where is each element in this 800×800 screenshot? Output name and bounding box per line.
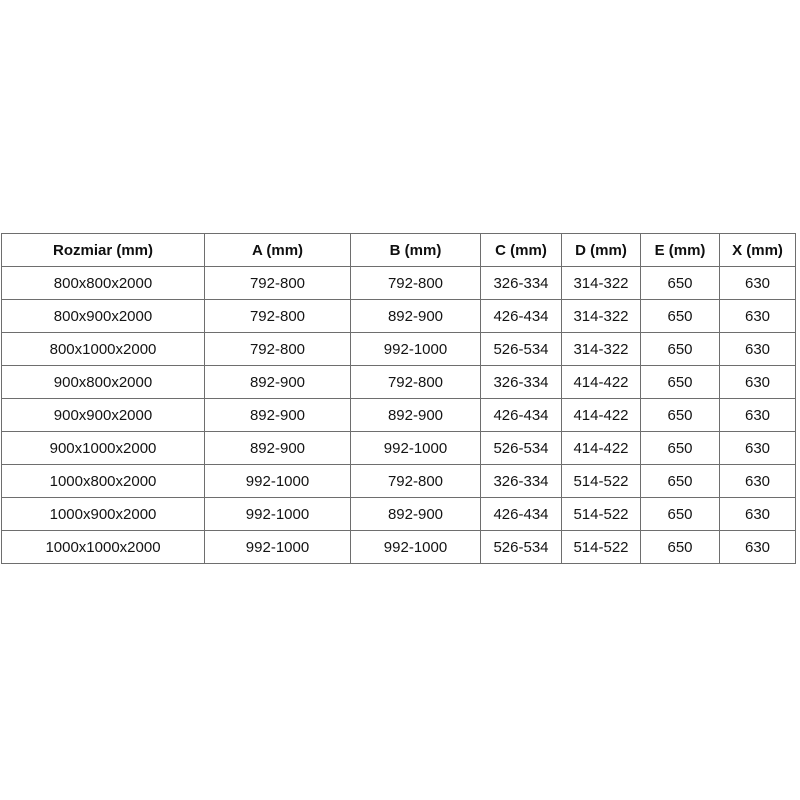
table-row xyxy=(2,267,796,300)
table-cell: 314-322 xyxy=(562,300,641,333)
table-cell: 792-800 xyxy=(351,465,481,498)
table-cell: 514-522 xyxy=(562,531,641,564)
table-cell: 426-434 xyxy=(481,498,562,531)
table-cell: 650 xyxy=(641,300,720,333)
table-row xyxy=(2,300,796,333)
table-cell: 650 xyxy=(641,465,720,498)
table-cell: 414-422 xyxy=(562,366,641,399)
table-cell: 992-1000 xyxy=(351,432,481,465)
column-header-5: E (mm) xyxy=(641,234,720,267)
table-cell: 992-1000 xyxy=(205,531,351,564)
table-cell: 892-900 xyxy=(205,366,351,399)
table-cell: 650 xyxy=(641,267,720,300)
table-cell: 992-1000 xyxy=(351,531,481,564)
table-cell: 900x1000x2000 xyxy=(2,432,205,465)
table-cell: 526-534 xyxy=(481,531,562,564)
table-row xyxy=(2,531,796,564)
table-cell: 792-800 xyxy=(351,267,481,300)
table-cell: 326-334 xyxy=(481,267,562,300)
table-row xyxy=(2,465,796,498)
table-cell: 992-1000 xyxy=(351,333,481,366)
table-cell: 630 xyxy=(720,399,796,432)
table-cell: 650 xyxy=(641,333,720,366)
table-body xyxy=(2,267,796,564)
table-cell: 992-1000 xyxy=(205,498,351,531)
table-cell: 426-434 xyxy=(481,300,562,333)
table-cell: 900x900x2000 xyxy=(2,399,205,432)
table-cell: 514-522 xyxy=(562,465,641,498)
table-cell: 426-434 xyxy=(481,399,562,432)
table-cell: 630 xyxy=(720,366,796,399)
table-cell: 1000x900x2000 xyxy=(2,498,205,531)
table-row xyxy=(2,333,796,366)
column-header-2: B (mm) xyxy=(351,234,481,267)
table-cell: 792-800 xyxy=(205,333,351,366)
table-cell: 630 xyxy=(720,267,796,300)
table-cell: 892-900 xyxy=(205,399,351,432)
table-header-row xyxy=(2,234,796,267)
table-cell: 792-800 xyxy=(205,300,351,333)
table-cell: 892-900 xyxy=(351,498,481,531)
column-header-3: C (mm) xyxy=(481,234,562,267)
table-cell: 650 xyxy=(641,432,720,465)
table-cell: 650 xyxy=(641,399,720,432)
table-cell: 526-534 xyxy=(481,333,562,366)
table-row xyxy=(2,432,796,465)
table-cell: 326-334 xyxy=(481,366,562,399)
table-cell: 650 xyxy=(641,531,720,564)
table-cell: 414-422 xyxy=(562,432,641,465)
table-cell: 314-322 xyxy=(562,333,641,366)
table-row xyxy=(2,399,796,432)
table-cell: 992-1000 xyxy=(205,465,351,498)
table-cell: 630 xyxy=(720,432,796,465)
dimensions-table xyxy=(1,233,796,564)
table-cell: 526-534 xyxy=(481,432,562,465)
table-row xyxy=(2,366,796,399)
table-cell: 314-322 xyxy=(562,267,641,300)
table-cell: 650 xyxy=(641,366,720,399)
table-cell: 892-900 xyxy=(205,432,351,465)
table-cell: 1000x800x2000 xyxy=(2,465,205,498)
table-cell: 792-800 xyxy=(351,366,481,399)
table-cell: 800x800x2000 xyxy=(2,267,205,300)
table-cell: 630 xyxy=(720,333,796,366)
table-cell: 892-900 xyxy=(351,399,481,432)
table-cell: 630 xyxy=(720,465,796,498)
table-cell: 800x1000x2000 xyxy=(2,333,205,366)
table-row xyxy=(2,498,796,531)
column-header-4: D (mm) xyxy=(562,234,641,267)
table-cell: 900x800x2000 xyxy=(2,366,205,399)
column-header-1: A (mm) xyxy=(205,234,351,267)
table-cell: 892-900 xyxy=(351,300,481,333)
column-header-6: X (mm) xyxy=(720,234,796,267)
table-cell: 414-422 xyxy=(562,399,641,432)
table-cell: 1000x1000x2000 xyxy=(2,531,205,564)
table-cell: 630 xyxy=(720,498,796,531)
table-cell: 326-334 xyxy=(481,465,562,498)
table-cell: 650 xyxy=(641,498,720,531)
column-header-0: Rozmiar (mm) xyxy=(2,234,205,267)
table-cell: 514-522 xyxy=(562,498,641,531)
table-cell: 800x900x2000 xyxy=(2,300,205,333)
table-cell: 630 xyxy=(720,531,796,564)
table-cell: 630 xyxy=(720,300,796,333)
table-cell: 792-800 xyxy=(205,267,351,300)
